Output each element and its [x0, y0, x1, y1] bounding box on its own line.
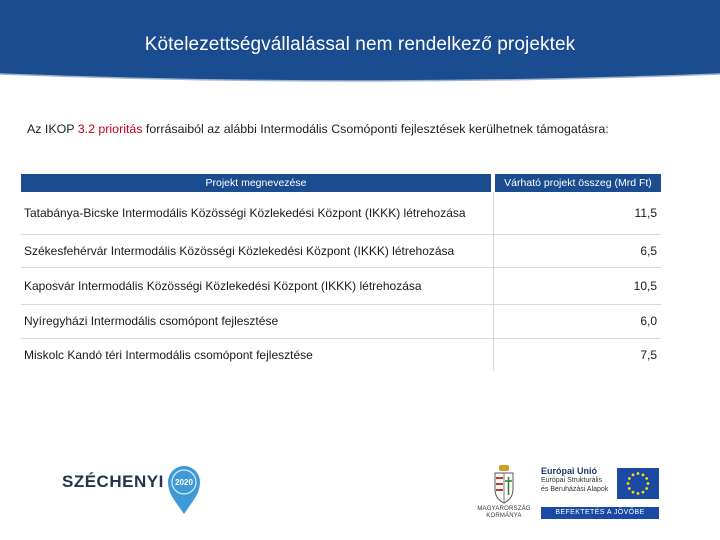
hungarian-government-crest: [474, 463, 534, 523]
eu-flag-icon: [617, 468, 659, 499]
szechenyi-2020-logo: [62, 464, 212, 516]
table-row: [21, 304, 661, 338]
eu-subtitle: Európai Strukturális és Beruházási Alapok: [541, 477, 609, 493]
eu-banner: BEFEKTETÉS A JÖVŐBE: [541, 507, 659, 519]
project-amount-cell: 6,5: [640, 243, 657, 258]
intro-priority-highlight: 3.2 prioritás: [77, 122, 143, 136]
table-row: [21, 267, 661, 304]
eu-star-icon: [628, 487, 631, 490]
project-amount-cell: 7,5: [640, 347, 657, 362]
table-row: [21, 192, 661, 234]
eu-star-icon: [642, 473, 645, 476]
eu-star-icon: [642, 491, 645, 494]
column-header-project-name: Projekt megnevezése: [21, 174, 493, 192]
table-row: [21, 234, 661, 267]
eu-star-icon: [637, 492, 640, 495]
intro-paragraph: [27, 120, 653, 138]
project-amount-cell: 11,5: [634, 205, 657, 220]
table-row: [21, 338, 661, 371]
szechenyi-year-text: 2020: [175, 478, 193, 487]
intro-text-start: Az IKOP: [27, 122, 78, 136]
eu-title: Európai Unió: [541, 466, 597, 476]
project-amount-cell: 6,0: [640, 314, 657, 328]
project-amount-cell: 10,5: [633, 278, 657, 293]
crest-caption: MAGYARORSZÁG KORMÁNYA: [477, 506, 531, 519]
eu-star-icon: [637, 472, 640, 475]
page-title: Kötelezettségvállalással nem rendelkező projektek: [144, 34, 576, 55]
project-name-cell: Székesfehérvár Intermodális Közösségi Közlekedési Központ (IKKK) létrehozása: [21, 234, 493, 267]
table-header-row: [21, 174, 661, 192]
projects-table: [21, 174, 661, 371]
eu-star-icon: [632, 491, 635, 494]
eu-star-icon: [628, 477, 631, 480]
project-name-cell: Kaposvár Intermodális Közösségi Közlekedési Központ (IKKK) létrehozása: [21, 267, 493, 304]
eu-star-icon: [645, 487, 648, 490]
project-name-cell: Nyíregyházi Intermodális csomópont fejlesztése: [21, 304, 493, 338]
eu-star-icon: [645, 477, 648, 480]
eu-star-icon: [632, 473, 635, 476]
coat-of-arms-icon: [474, 463, 534, 505]
szechenyi-logo-text: SZÉCHENYI: [62, 472, 164, 491]
szechenyi-pin-icon: [166, 464, 202, 516]
eu-star-icon: [647, 482, 650, 485]
eu-star-icon: [627, 482, 630, 485]
project-name-cell: Tatabánya-Bicske Intermodális Közösségi Közlekedési Központ (IKKK) létrehozása: [21, 192, 493, 234]
header-banner: [0, 0, 720, 82]
column-header-amount: Várható projekt összeg (Mrd Ft): [493, 174, 661, 192]
project-name-cell: Miskolc Kandó téri Intermodális csomópont fejlesztése: [21, 338, 493, 371]
eu-logo-block: [541, 466, 659, 502]
intro-text-end: forrásaiból az alábbi Intermodális Csomóponti fejlesztések kerülhetnek támogatásra:: [142, 122, 609, 136]
